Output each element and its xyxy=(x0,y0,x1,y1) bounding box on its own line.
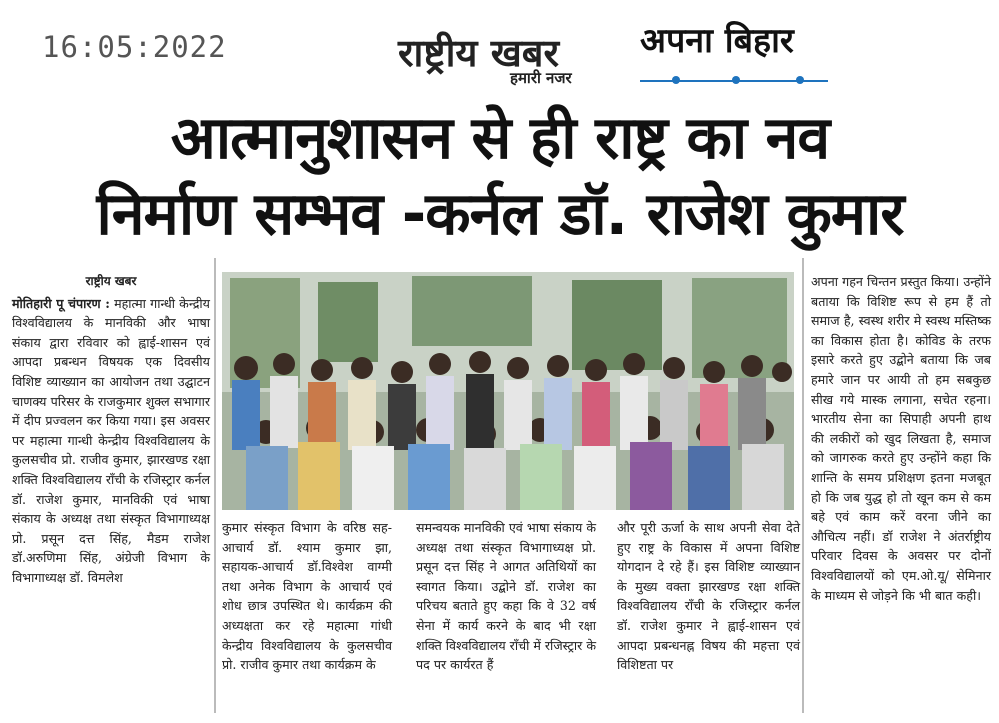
byline: राष्ट्रीय खबर xyxy=(85,274,137,288)
group-photo xyxy=(222,272,794,510)
headline xyxy=(20,100,980,252)
edition-dot xyxy=(796,76,804,84)
masthead-title: राष्ट्रीय खबर xyxy=(398,30,560,75)
headline-line-2: निर्माण सम्भव -कर्नल डॉ. राजेश कुमार xyxy=(96,179,904,248)
headline-line-1: आत्मानुशासन से ही राष्ट्र का नव xyxy=(170,103,830,172)
article-column-5: अपना गहन चिन्तन प्रस्तुत किया। उन्होंने बताया कि विशिष्ट रूप से हम हैं तो समाज है, स्वस्थ शरीर मे स्वस्थ मस्तिष्क का विकास होता है। कोविड के तरफ इसारे करते हुए उद्बोने बताया कि जब हमारे जान पर आयी तो हम सबकुछ सीख गये मास्क लगाना, सचेत रहना। भारतीय सेना का सिपाही अपनी हाथ की लकीरों को खुद लिखता है, समाज को जागरुक करते हुए उन्होंने कहा कि शान्ति के समय प्रशिक्षण इतना मजबूत हो कि जब युद्ध हो तो खून कम से कम बहे एवं काम करें वरना जीने का औचित्य नहीं। डॉ राजेश ने अंतर्राष्ट्रीय परिवार दिवस के अवसर पर दोनों विश्वविद्यालयों को एम.ओ.यू/ सेमिनार के माध्यम से जोड़ने कि भी बात कही। xyxy=(811,274,991,603)
article-column-4: और पूरी ऊर्जा के साथ अपनी सेवा देते हुए राष्ट्र के विकास में अपना विशिष्ट योगदान दे रहे हैं। इस विशिष्ट व्याख्यान के मुख्य वक्ता झारखण्ड रक्षा शक्ति विश्वविद्यालय राँची के रजिस्ट्रार कर्नल डॉ. राजेश कुमार ने ह्वाई-शासन एवं आपदा प्रबन्धनह्न विषय की महत्ता एवं विशिष्टता पर xyxy=(617,520,800,673)
edition-title: अपना बिहार xyxy=(640,21,794,61)
column-rule xyxy=(802,258,804,713)
edition-dot xyxy=(672,76,680,84)
article-column-1 xyxy=(12,272,210,588)
article-column-2: कुमार संस्कृत विभाग के वरिष्ठ सह-आचार्य डॉ. श्याम कुमार झा, सहायक-आचार्य डॉ.विश्वेश वाग्मी तथा अनेक विभाग के आचार्य एवं शोध छात्र उपस्थित थे। कार्यक्रम की अध्यक्षता कर रहे महात्मा गांधी केन्द्रीय विश्वविद्यालय के कुलसचीव प्रो. राजीव कुमार तथा कार्यक्रम के xyxy=(222,520,392,673)
edition-dot xyxy=(732,76,740,84)
article-column-3: समन्वयक मानविकी एवं भाषा संकाय के अध्यक्ष तथा संस्कृत विभागाध्यक्ष प्रो. प्रसून दत्त सिंह ने आगत अतिथियों का स्वागत किया। उद्बोने डॉ. राजेश का परिचय बताते हुए कहा कि वे 32 वर्ष सेना में कार्य करने के बाद भी रक्षा शक्ति विश्वविद्यालय राँची में रजिस्ट्रार के पद पर कार्यरत हैं xyxy=(416,520,596,673)
group-photo-illustration xyxy=(222,272,794,510)
column-rule xyxy=(214,258,216,713)
masthead-tagline: हमारी नजर xyxy=(510,69,572,87)
dateline: मोतिहारी पू चंपारण : xyxy=(12,295,110,311)
article-text: महात्मा गान्धी केन्द्रीय विश्वविद्यालय के मानविकी और भाषा संकाय द्वारा रविवार को ह्वाई-शासन एवं आपदा प्रबन्धन विषयक एक दिवसीय विशिष्ट व्याख्यान का आयोजन तथा उद्घाटन चाणक्य परिसर के राजकुमार शुक्ल सभागार में दीप प्रज्वलन कर किया गया। इस अवसर पर महात्मा गान्धी केन्द्रीय विश्वविद्यालय के कुलसचीव प्रो. राजीव कुमार, झारखण्ड रक्षा शक्ति विश्वविद्यालय राँची के रजिस्ट्रार कर्नल डॉ. राजेश कुमार, मानविकी एवं भाषा संकाय के अध्यक्ष तथा संस्कृत विभागाध्यक्ष प्रो. प्रसून दत्त सिंह, मैडम राजेश डॉ.अरुणिमा सिंह, अंग्रेजी विभाग के विभागाध्यक्ष डॉ. विमलेश xyxy=(12,295,210,585)
clipping-date: 16:05:2022 xyxy=(42,30,227,64)
